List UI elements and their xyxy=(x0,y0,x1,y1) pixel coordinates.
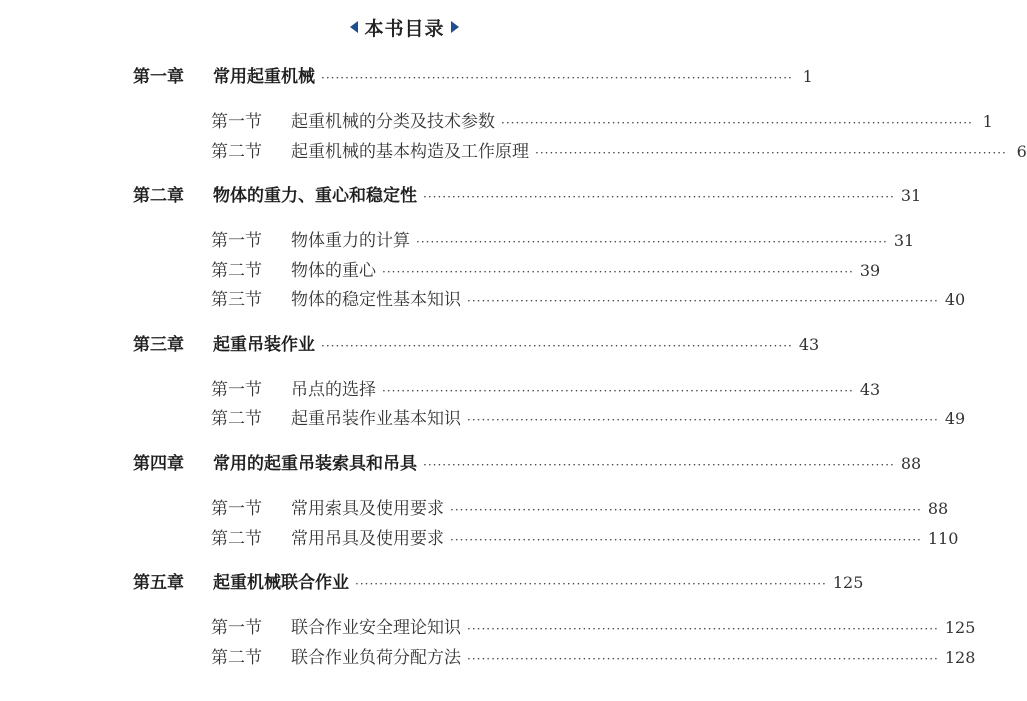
section-number: 第二节 xyxy=(211,261,262,281)
toc-header xyxy=(0,12,809,42)
section-number: 第一节 xyxy=(211,618,262,638)
section-number: 第一节 xyxy=(211,380,262,400)
section-number: 第一节 xyxy=(211,499,262,519)
chapter-title: 起重机械联合作业 xyxy=(213,573,349,593)
section-entry[interactable] xyxy=(211,613,976,638)
section-title: 起重机械的基本构造及工作原理 xyxy=(291,142,529,162)
section-entry[interactable] xyxy=(211,404,966,429)
page-number: 39 xyxy=(859,261,881,280)
leader-dots: ·································································································· xyxy=(423,190,895,204)
leader-dots: ·································································································· xyxy=(355,577,827,591)
section-number: 第二节 xyxy=(211,529,262,549)
leader-dots: ·································································································· xyxy=(423,458,895,472)
chapter-title: 常用的起重吊装索具和吊具 xyxy=(213,454,417,474)
section-title: 物体重力的计算 xyxy=(291,231,410,251)
left-triangle-icon xyxy=(350,21,358,33)
page-number: 125 xyxy=(832,573,864,592)
section-title: 起重吊装作业基本知识 xyxy=(291,409,461,429)
right-triangle-icon xyxy=(451,21,459,33)
page-number: 43 xyxy=(859,380,881,399)
section-number: 第二节 xyxy=(211,648,262,668)
section-number: 第一节 xyxy=(211,112,262,132)
page-number: 31 xyxy=(893,231,915,250)
chapter-entry[interactable] xyxy=(133,568,864,593)
section-number: 第二节 xyxy=(211,142,262,162)
section-entry[interactable] xyxy=(211,494,949,519)
page-title: 本书目录 xyxy=(364,17,445,40)
leader-dots: ·································································································· xyxy=(535,146,1007,160)
leader-dots: ·································································································· xyxy=(321,71,793,85)
page-number: 6 xyxy=(1016,142,1027,161)
section-title: 常用吊具及使用要求 xyxy=(291,529,444,549)
leader-dots: ·································································································· xyxy=(382,265,854,279)
section-title: 常用索具及使用要求 xyxy=(291,499,444,519)
leader-dots: ·································································································· xyxy=(467,294,939,308)
chapter-entry[interactable] xyxy=(133,62,813,87)
chapter-title: 常用起重机械 xyxy=(213,67,315,87)
section-title: 物体的稳定性基本知识 xyxy=(291,290,461,310)
page-number: 1 xyxy=(982,112,993,131)
section-title: 物体的重心 xyxy=(291,261,376,281)
page-number: 88 xyxy=(927,499,949,518)
chapter-entry[interactable] xyxy=(133,449,922,474)
section-entry[interactable] xyxy=(211,524,959,549)
page-number: 49 xyxy=(944,409,966,428)
chapter-entry[interactable] xyxy=(133,330,820,355)
section-number: 第二节 xyxy=(211,409,262,429)
section-title: 起重机械的分类及技术参数 xyxy=(291,112,495,132)
page-number: 43 xyxy=(798,335,820,354)
leader-dots: ·································································································· xyxy=(382,384,854,398)
section-entry[interactable] xyxy=(211,643,976,668)
leader-dots: ·································································································· xyxy=(467,413,939,427)
page-number: 31 xyxy=(900,186,922,205)
section-entry[interactable] xyxy=(211,137,1027,162)
section-title: 联合作业安全理论知识 xyxy=(291,618,461,638)
page-number: 88 xyxy=(900,454,922,473)
chapter-entry[interactable] xyxy=(133,181,922,206)
chapter-title: 起重吊装作业 xyxy=(213,335,315,355)
leader-dots: ·································································································· xyxy=(450,533,922,547)
leader-dots: ·································································································· xyxy=(501,116,973,130)
page-number: 40 xyxy=(944,290,966,309)
chapter-number: 第二章 xyxy=(133,186,184,206)
chapter-number: 第一章 xyxy=(133,67,184,87)
section-number: 第一节 xyxy=(211,231,262,251)
chapter-number: 第三章 xyxy=(133,335,184,355)
leader-dots: ·································································································· xyxy=(467,652,939,666)
section-title: 联合作业负荷分配方法 xyxy=(291,648,461,668)
page-number: 125 xyxy=(944,618,976,637)
leader-dots: ·································································································· xyxy=(416,235,888,249)
section-number: 第三节 xyxy=(211,290,262,310)
leader-dots: ·································································································· xyxy=(467,622,939,636)
section-entry[interactable] xyxy=(211,256,881,281)
section-title: 吊点的选择 xyxy=(291,380,376,400)
section-entry[interactable] xyxy=(211,285,966,310)
page-number: 1 xyxy=(802,67,813,86)
section-entry[interactable] xyxy=(211,375,881,400)
leader-dots: ·································································································· xyxy=(321,339,793,353)
chapter-number: 第五章 xyxy=(133,573,184,593)
leader-dots: ·································································································· xyxy=(450,503,922,517)
page-number: 110 xyxy=(927,529,959,548)
chapter-number: 第四章 xyxy=(133,454,184,474)
section-entry[interactable] xyxy=(211,226,915,251)
page-number: 128 xyxy=(944,648,976,667)
chapter-title: 物体的重力、重心和稳定性 xyxy=(213,186,417,206)
section-entry[interactable] xyxy=(211,107,993,132)
